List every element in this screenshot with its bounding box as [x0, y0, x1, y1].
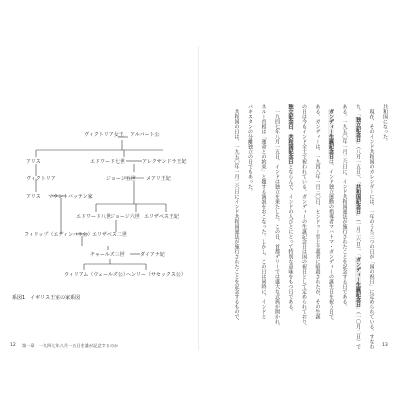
text-column: 一九四七年八月一五日、インドは独立を果たした。この日、首都デリーでは盛大な式典が開かれ、 — [274, 104, 280, 329]
page-gutter — [198, 46, 199, 350]
text-column: 共和国の日は、一九五〇年一月二六日にインド共和国憲法が施行されたことを記念するもので、 — [233, 104, 240, 324]
text-column: の日は今もインド全土で祝われている。ガンディーの生誕記念日は国の祝日として定められており、 — [301, 104, 307, 329]
text-column: 現在、そのインド共和国のカレンダーには、一年のうち三つの日が「国の祝日」に定められている。すなわ — [368, 104, 375, 349]
text-column: ネルー首相は「運命との約束」と題する演説をおこなった。しかし、この日は同時に、インドと — [260, 104, 267, 319]
left-page-number: 12 — [10, 343, 16, 348]
tree-node-william: ウィリアム（ウェールズ公） — [64, 272, 128, 278]
tree-node-elizabeth-queen-mother: エリザベス王妃 — [144, 214, 179, 220]
highlighted-term: ガンディー生誕記念日 — [328, 109, 334, 159]
figure-caption: 系図1 イギリス王室の家系図 — [12, 295, 81, 301]
tree-node-alice: アリス — [26, 159, 41, 165]
tree-node-henry: ヘンリー（サセックス公） — [126, 272, 186, 278]
tree-node-george5: ジョージ五世 — [106, 176, 136, 182]
tree-node-victoria-queen: ヴィクトリア女王 — [84, 132, 124, 138]
left-page — [6, 46, 194, 350]
tree-node-mary: メアリ王妃 — [146, 176, 171, 182]
family-tree-lines — [6, 46, 194, 286]
tree-node-alexandra: アレクサンドラ王妃 — [142, 159, 187, 165]
highlighted-term: 独立記念日 — [287, 104, 294, 129]
tree-node-diana: ダイアナ妃 — [140, 252, 165, 258]
highlighted-term: 共和国記念日 — [287, 134, 294, 164]
tree-node-victoria: ヴィクトリア — [26, 176, 56, 182]
text-column: パキスタンの分離独立の日でもあった。 — [247, 104, 253, 194]
right-page — [204, 46, 392, 350]
text-column: 共和国になった。 — [382, 104, 388, 144]
tree-node-george6: ジョージ六世 — [110, 214, 140, 220]
highlighted-term: ガンディー生誕記念日 — [355, 256, 361, 307]
text-column: ある。一九五〇年一月二六日に、インド共和国憲法が施行されたことを記念する日である。 — [341, 104, 348, 309]
tree-node-edward7: エドワード七世 — [90, 159, 126, 165]
tree-node-edward8: エドワード八世 — [76, 214, 112, 220]
tree-node-charles3: チャールズ三世 — [90, 252, 125, 258]
text-column: ち、「独立記念日」（八月一五日）、「共和国記念日」（一月二六日）、「ガンディー生誕記念日」（一〇月二日）で — [355, 104, 361, 349]
left-running-footer: 第一章 一九四七年八月一五日を誰が記念するのか — [22, 343, 119, 348]
text-column: 独立記念日、共和国記念日とならんで、インドの人びとにとって特別な意味をもつ日である。 — [287, 104, 294, 314]
tree-node-mountbatten: マウントバッテン家 — [48, 194, 93, 200]
tree-node-philip: フィリップ（エディンバラ公） — [24, 232, 93, 238]
right-page-number: 13 — [382, 343, 388, 348]
tree-node-albert: アルバート公 — [130, 132, 160, 138]
highlighted-term: 共和国記念日 — [355, 184, 361, 214]
tree-node-alice2: アリス — [26, 194, 41, 200]
text-column: ガンディー生誕記念日は、インド独立運動の指導者マハトマ・ガンディーの誕生日を祝う日で、 — [328, 109, 334, 324]
highlighted-term: 独立記念日 — [355, 116, 361, 142]
text-column: ある。ガンディーは、一九四八年一月三〇日、ヒンドゥー至上主義者に暗殺されたが、その生誕 — [314, 104, 321, 319]
tree-node-elizabeth2: エリザベス二世 — [92, 232, 127, 238]
